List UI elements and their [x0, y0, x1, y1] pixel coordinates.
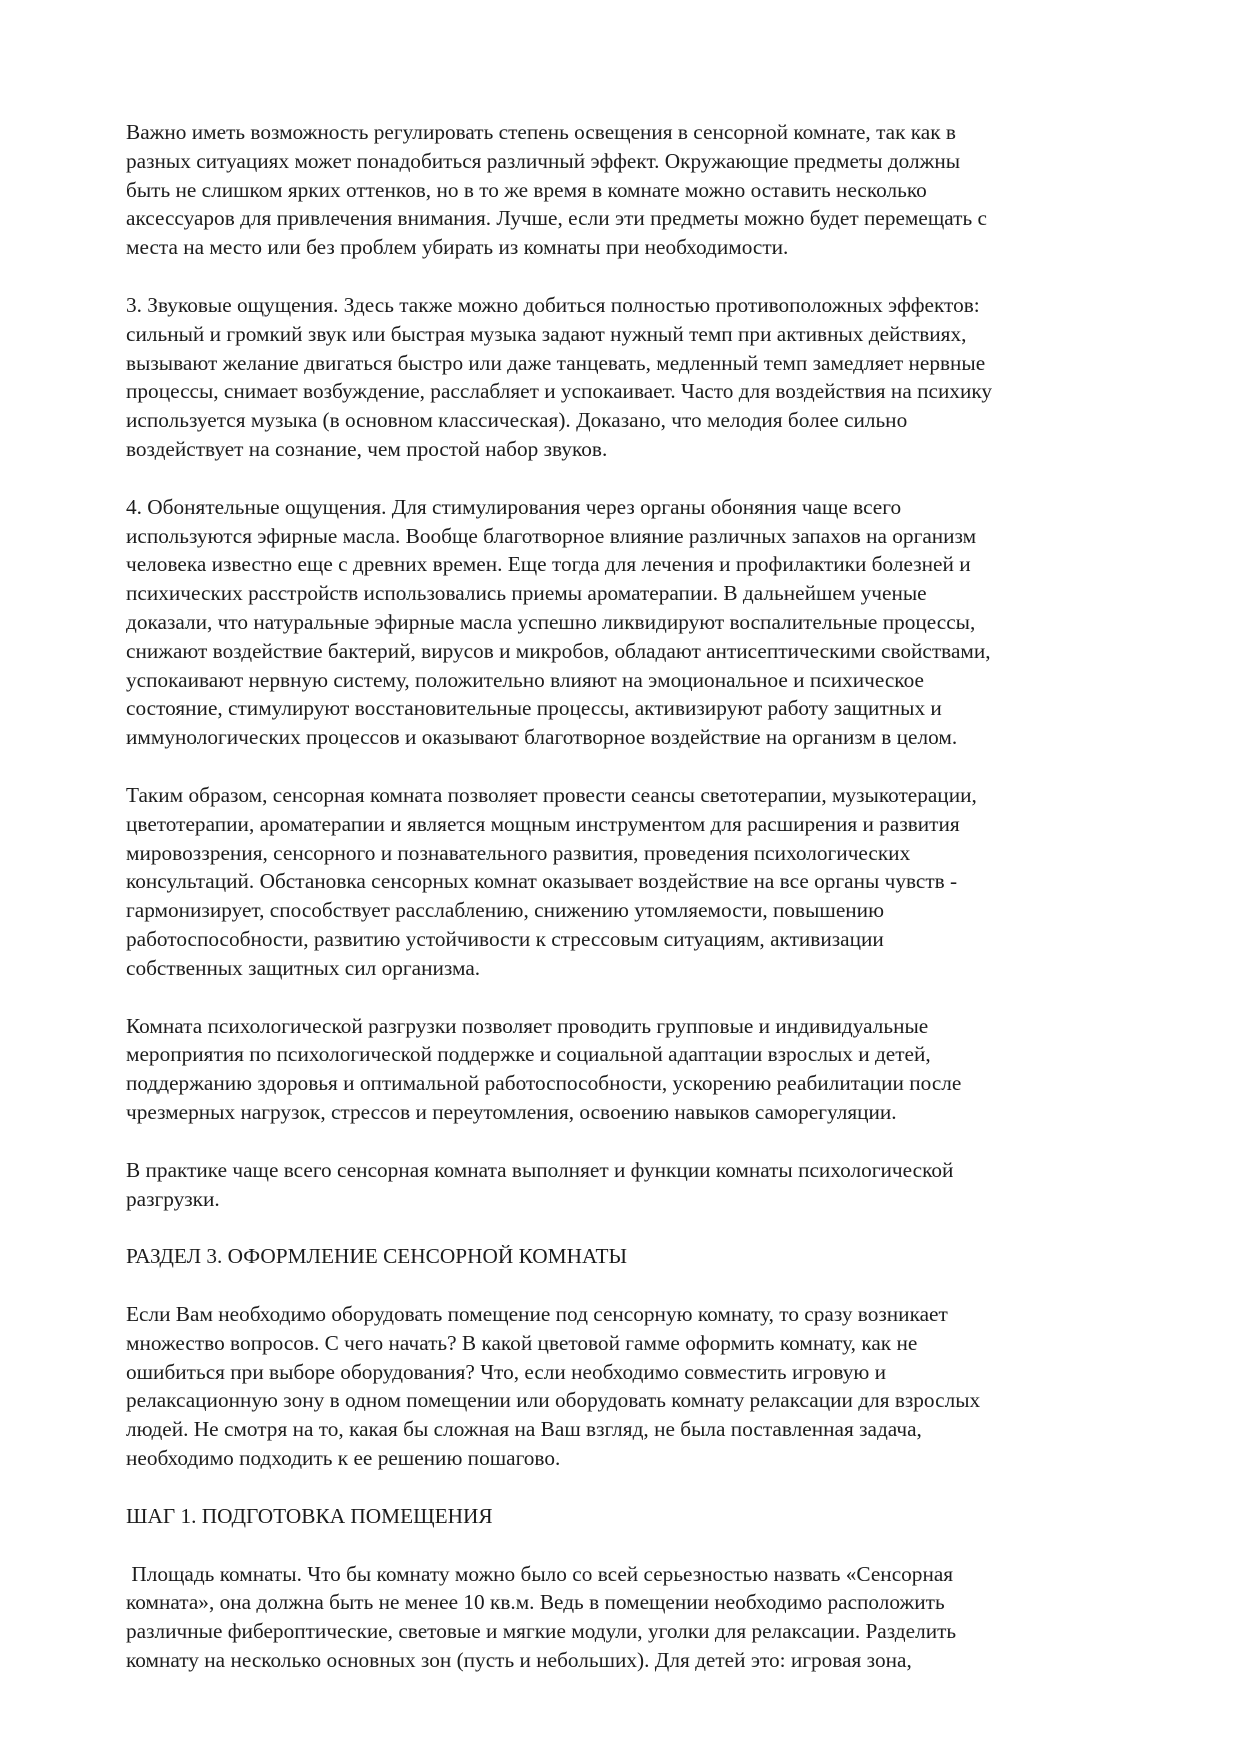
text-line: мировоззрения, сенсорного и познавательного развития, проведения психологических — [126, 840, 911, 865]
text-line: 3. Звуковые ощущения. Здесь также можно добиться полностью противоположных эффектов: — [126, 292, 980, 317]
paragraph — [126, 1560, 1116, 1675]
text-line: аксессуаров для привлечения внимания. Лучше, если эти предметы можно будет перемещать с — [126, 206, 987, 231]
paragraph-spacer — [126, 1213, 1116, 1242]
paragraph — [126, 1012, 1116, 1127]
paragraph — [126, 118, 1116, 262]
paragraph — [126, 1300, 1116, 1473]
text-line: ШАГ 1. ПОДГОТОВКА ПОМЕЩЕНИЯ — [126, 1503, 493, 1528]
text-line: В практике чаще всего сенсорная комната выполняет и функции комнаты психологической — [126, 1157, 954, 1182]
text-line: разных ситуациях может понадобиться различный эффект. Окружающие предметы должны — [126, 148, 961, 173]
text-line: релаксационную зону в одном помещении или оборудовать комнату релаксации для взрослых — [126, 1388, 981, 1413]
text-line: доказали, что натуральные эфирные масла успешно ликвидируют воспалительные процессы, — [126, 609, 976, 634]
text-line: необходимо подходить к ее решению пошагово. — [126, 1446, 561, 1471]
text-line: Таким образом, сенсорная комната позволяет провести сеансы светотерапии, музыкотерации, — [126, 782, 977, 807]
paragraph-spacer — [126, 262, 1116, 291]
paragraph-spacer — [126, 1271, 1116, 1300]
text-line: человека известно еще с древних времен. Еще тогда для лечения и профилактики болезней и — [126, 552, 971, 577]
text-line: Площадь комнаты. Что бы комнату можно было со всей серьезностью назвать «Сенсорная — [126, 1561, 954, 1586]
text-line: РАЗДЕЛ 3. ОФОРМЛЕНИЕ СЕНСОРНОЙ КОМНАТЫ — [126, 1244, 628, 1269]
paragraph-spacer — [126, 1531, 1116, 1560]
paragraph — [126, 291, 1116, 464]
section-heading — [126, 1502, 1116, 1531]
text-line: комната», она должна быть не менее 10 кв.м. Ведь в помещении необходимо расположить — [126, 1590, 945, 1615]
text-line: сильный и громкий звук или быстрая музыка задают нужный темп при активных действиях, — [126, 321, 967, 346]
text-line: вызывают желание двигаться быстро или даже танцевать, медленный темп замедляет нервные — [126, 350, 986, 375]
text-line: быть не слишком ярких оттенков, но в то же время в комнате можно оставить несколько — [126, 177, 927, 202]
text-line: Если Вам необходимо оборудовать помещение под сенсорную комнату, то сразу возникает — [126, 1302, 948, 1327]
paragraph-spacer — [126, 752, 1116, 781]
text-line: Комната психологической разгрузки позволяет проводить групповые и индивидуальные — [126, 1013, 929, 1038]
paragraph — [126, 1156, 1116, 1214]
text-line: Важно иметь возможность регулировать степень освещения в сенсорной комнате, так как в — [126, 120, 956, 144]
text-line: места на место или без проблем убирать из комнаты при необходимости. — [126, 235, 789, 260]
text-line: используются эфирные масла. Вообще благотворное влияние различных запахов на организм — [126, 523, 977, 548]
paragraph-spacer — [126, 983, 1116, 1012]
paragraph-spacer — [126, 1127, 1116, 1156]
text-line: различные фибероптические, световые и мягкие модули, уголки для релаксации. Разделить — [126, 1619, 957, 1644]
text-line: процессы, снимает возбуждение, расслабляет и успокаивает. Часто для воздействия на психику — [126, 379, 993, 404]
text-line: воздействует на сознание, чем простой набор звуков. — [126, 436, 608, 461]
text-line: состояние, стимулируют восстановительные процессы, активизируют работу защитных и — [126, 696, 942, 721]
text-line: чрезмерных нагрузок, стрессов и переутомления, освоению навыков саморегуляции. — [126, 1099, 897, 1124]
paragraph — [126, 781, 1116, 983]
text-line: работоспособности, развитию устойчивости к стрессовым ситуациям, активизации — [126, 926, 884, 951]
text-line: разгрузки. — [126, 1186, 220, 1211]
text-line: множество вопросов. С чего начать? В какой цветовой гамме оформить комнату, как не — [126, 1330, 918, 1355]
text-line: ошибиться при выборе оборудования? Что, если необходимо совместить игровую и — [126, 1359, 887, 1384]
text-line: гармонизирует, способствует расслаблению, снижению утомляемости, повышению — [126, 898, 884, 923]
text-line: поддержанию здоровья и оптимальной работоспособности, ускорению реабилитации после — [126, 1071, 962, 1096]
section-heading — [126, 1242, 1116, 1271]
text-line: комнату на несколько основных зон (пусть и небольших). Для детей это: игровая зона, — [126, 1648, 912, 1673]
paragraph-spacer — [126, 1473, 1116, 1502]
text-line: успокаивают нервную систему, положительно влияют на эмоциональное и психическое — [126, 667, 924, 692]
document-body — [126, 118, 1116, 1675]
text-line: иммунологических процессов и оказывают благотворное воздействие на организм в целом. — [126, 725, 958, 750]
text-line: людей. Не смотря на то, какая бы сложная на Ваш взгляд, не была поставленная задача, — [126, 1417, 922, 1442]
paragraph-spacer — [126, 464, 1116, 493]
text-line: мероприятия по психологической поддержке и социальной адаптации взрослых и детей, — [126, 1042, 931, 1067]
text-line: собственных защитных сил организма. — [126, 955, 481, 980]
text-line: консультаций. Обстановка сенсорных комнат оказывает воздействие на все органы чувств - — [126, 869, 958, 894]
text-line: снижают воздействие бактерий, вирусов и микробов, обладают антисептическими свойствами, — [126, 638, 991, 663]
text-line: психических расстройств использовались приемы ароматерапии. В дальнейшем ученые — [126, 581, 927, 606]
text-line: используется музыка (в основном классическая). Доказано, что мелодия более сильно — [126, 408, 908, 433]
text-line: цветотерапии, ароматерапии и является мощным инструментом для расширения и развития — [126, 811, 960, 836]
paragraph — [126, 493, 1116, 752]
text-line: 4. Обонятельные ощущения. Для стимулирования через органы обоняния чаще всего — [126, 494, 902, 519]
